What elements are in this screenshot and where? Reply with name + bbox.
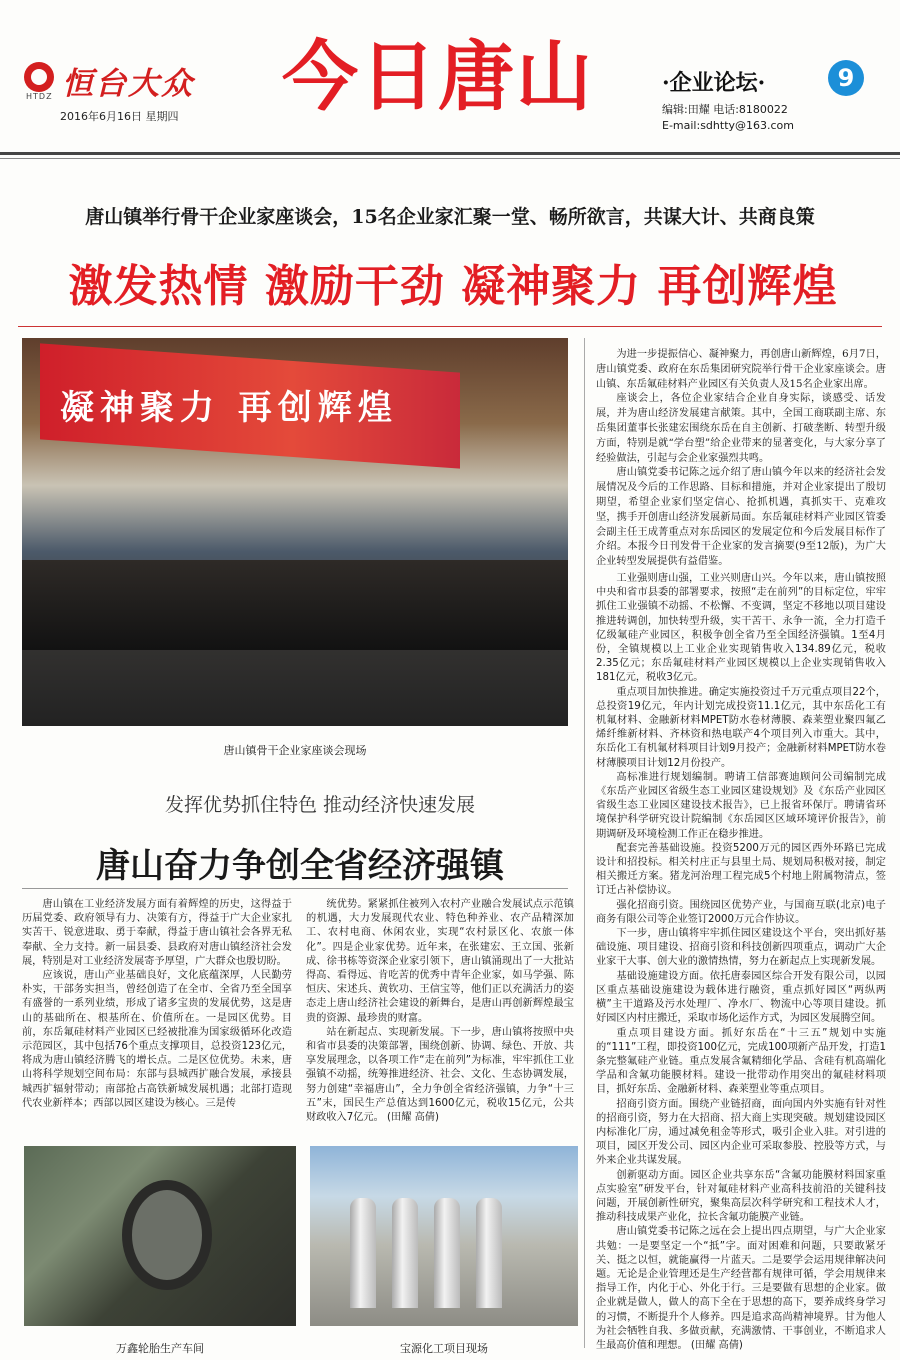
paragraph: 统优势。紧紧抓住被列入农村产业融合发展试点示范镇的机遇，大力发展现代农业、特色种养业、农产品精深加工、农村电商、休闲农业，实现“农村景区化、农旅一体化”。四是企业家优势。近年来，在张建宏、王立国、张新成、徐书栋等资深企业家引领下，唐山镇涌现出了一大批站得高、看得远、肯吃苦的优秀中青年企业家，如马学强、陈恒庆、宋述兵、黄钦功、王信宝等，他们正以充满活力的姿态走上唐山经济社会建设的新舞台，是唐山再创新辉煌最宝贵的资源、最珍贵的财富。 (306, 899, 574, 1024)
article2-column-2 (306, 898, 574, 1125)
paragraph: 工业强则唐山强，工业兴则唐山兴。今年以来，唐山镇按照中央和省市县委的部署要求，按照“走在前列”的目标定位，牢牢抓住工业强镇不动摇、不松懈、不变调，坚定不移地以项目建设推进转调创，加快转型升级，实干苦干、永争一流，全力打造千亿级氟硅产业园区，积极争创全省乃至全国经济强镇。1至4月份，全镇规模以上工业企业实现销售收入134.89亿元，税收2.35亿元；东岳氟硅材料产业园区规模以上企业实现销售收入181亿元，税收3亿元。 (596, 573, 886, 684)
paragraph: 重点项目加快推进。确定实施投资过千万元重点项目22个，总投资19亿元，年内计划完成投资11.1亿元，其中东岳化工有机氟材料、金融新材料MPET防水卷材薄膜、森莱塑业聚四氟乙烯纤维新材料、齐林资和热电联产4个项目列入市重大。其中，东岳化工有机氟材料项目计划9月投产；金融新材料MPET防水卷材薄膜项目计划12月份投产。 (596, 686, 886, 769)
article2-deck: 发挥优势抓住特色 推动经济快速发展 (164, 794, 476, 816)
article1-body (596, 572, 886, 1353)
paragraph: 创新驱动方面。园区企业共享东岳“含氟功能膜材料国家重点实验室”研发平台，针对氟硅材料产业高科技前沿的关键科技问题，开展创新性研究，聚集高层次科学研究和工程技术人才，推动科技成果产业化，拉长含氟功能膜产业链。 (596, 1169, 886, 1224)
editor-info: 编辑:田耀 电话:8180022 (662, 103, 788, 116)
paragraph: 唐山镇党委书记陈之远在会上提出四点期望，与广大企业家共勉：一是要坚定一个“抵”字。面对困难和问题，只要敢紧牙关、挺之以恒，就能赢得一片蓝天。二是要学会运用规律解决问题。无论是企业管理还是生产经营都有规律可循，学会用规律来指导工作，内化于心、外化于行。三是要做有思想的企业家。做企业就是做人，做人的高下全在于思想的高下，要养成终身学习的习惯，不断提升个人修养。四是追求高尚精神境界。甘为他人为社会牺牲自我、多做贡献，充满激情、干事创业，不断追求人生最高价值和理想。 (田耀 高倩) (596, 1226, 886, 1351)
lead-paragraph: 为进一步提振信心、凝神聚力，再创唐山新辉煌，6月7日，唐山镇党委、政府在东岳集团研究院举行骨干企业家座谈会。唐山镇、东岳氟硅材料产业园区有关负责人及15名企业家出席。 (596, 349, 886, 390)
photo-tank (476, 1198, 502, 1308)
masthead-divider (0, 152, 900, 155)
newspaper-logo-icon (24, 62, 54, 92)
paragraph: 下一步，唐山镇将牢牢抓住园区建设这个平台，突出抓好基础设施、项目建设、招商引资和科技创新四项重点，调动广大企业家干大事、创大业的激情热情，努力在新起点上实现新发展。 (596, 928, 886, 968)
photo-conference-table (22, 560, 568, 650)
meeting-photo-caption: 唐山镇骨干企业家座谈会现场 (223, 744, 367, 757)
editor-email[interactable]: E-mail:sdhtty@163.com (662, 119, 794, 132)
article1-lead (596, 348, 886, 570)
chemical-photo-caption: 宝源化工项目现场 (400, 1342, 488, 1355)
headline-divider (18, 326, 882, 327)
article2-column-1 (22, 898, 292, 1111)
paragraph: 高标准进行规划编制。聘请工信部赛迪顾问公司编制完成《东岳产业园区省级生态工业园区建设规划》及《东岳产业园区省级生态工业园区建设技术报告》，已上报省环保厅。聘请省环境保护科学研究设计院编制《东岳园区区域环境评价报告》，前期调研及环境检测工作正在稳步推进。 (596, 771, 886, 840)
newspaper-name: 恒台大众 (62, 66, 194, 102)
photo-tank (392, 1198, 418, 1308)
photo-tank (434, 1198, 460, 1308)
paragraph: 唐山镇在工业经济发展方面有着辉煌的历史，这得益于历届党委、政府领导有力、决策有方，得益于广大企业家扎实苦干、锐意进取、勇于奉献，得益于唐山镇社会各界无私奉献、全力支持。新一届县委、县政府对唐山镇经济社会发展，特别是对工业经济发展寄予厚望，广大群众也殷切盼。 (22, 899, 292, 967)
paragraph: 招商引资方面。围绕产业链招商，面向国内外实施有针对性的招商引资，努力在大招商、招大商上实现突破。规划建设园区内标准化厂房，通过减免租金等形式，吸引企业入驻。对引进的项目，园区开发公司、园区内企业可采取参股、控股等方式，与外来企业共谋发展。 (596, 1098, 886, 1167)
tire-photo-caption: 万鑫轮胎生产车间 (116, 1342, 204, 1355)
article2-headline: 唐山奋力争创全省经济强镇 (96, 846, 504, 886)
photo-tank (350, 1198, 376, 1308)
issue-date: 2016年6月16日 星期四 (60, 110, 179, 123)
page-title: 今日唐山 (282, 32, 594, 121)
article1-kicker: 唐山镇举行骨干企业家座谈会，15名企业家汇聚一堂、畅所欲言，共谋大计、共商良策 (85, 206, 815, 228)
paragraph: 基础设施建设方面。依托唐泰园区综合开发有限公司，以园区重点基础设施建设为载体进行融资，重点抓好园区“两纵两横”主干道路及污水处理厂、净水厂、物流中心等项目建设。抓好园区内村庄搬迁，采取市场化运作方式，为园区发展腾空间。 (596, 970, 886, 1025)
column-divider (584, 338, 585, 1348)
paragraph: 配套完善基础设施。投资5200万元的园区西外环路已完成设计和招投标。相关村庄正与县里土局、规划局积极对接，制定相关搬迁方案。猪龙河治理工程完成5个村地上附属物清点，签订迁占补偿协议。 (596, 842, 886, 897)
logo-subtext: HTDZ (26, 92, 53, 101)
article1-headline: 激发热情 激励干劲 凝神聚力 再创辉煌 (68, 261, 838, 312)
masthead-divider-thin (0, 158, 900, 159)
paragraph: 重点项目建设方面。抓好东岳在“十三五”规划中实施的“111”工程，即投资100亿元，完成100项新产品开发，打造1条完整氟硅产业链。重点发展含氟精细化学品、含硅有机高端化学品和含氟功能膜材料。建设一批带动作用突出的氟硅材料项目，抓好东岳、金融新材料、森莱塑业等重点项目。 (596, 1027, 886, 1096)
article2-divider (22, 888, 568, 889)
lead-paragraph: 座谈会上，各位企业家结合企业自身实际，谈感受、话发展，并为唐山经济发展建言献策。其中，全国工商联副主席、东岳集团董事长张建宏围绕东岳在自主创新、打破垄断、转型升级方面，特别是就“学台塑”给企业带来的显著变化，与大家分享了经验做法，引起与会企业家强烈共鸣。 (596, 393, 886, 464)
paragraph: 强化招商引资。围绕园区优势产业，与国商互联(北京)电子商务有限公司等企业签订2000万元合作协议。 (596, 899, 886, 925)
paragraph: 应该说，唐山产业基础良好，文化底蕴深厚，人民勤劳朴实，干部务实担当，曾经创造了在全市、全省乃至全国享有盛誉的一系列业绩，形成了诸多宝贵的发展优势，这是唐山的基础所在、根基所在、价值所在。一是园区优势。目前，东岳氟硅材料产业园区已经被批准为国家级循环化改造示范园区，其中包括76个重点支撑项目，总投资123亿元，将成为唐山镇经济腾飞的增长点。二是区位优势。未来，唐山将科学规划空间布局：东部与县城西扩融合发展，承接县城西扩辐射带动；南部抢占高铁新城发展机遇；北部打造现代农业新样本；西部以园区建设为核心。三是传 (22, 970, 292, 1109)
lead-paragraph: 唐山镇党委书记陈之远介绍了唐山镇今年以来的经济社会发展情况及今后的工作思路、目标和措施，并对企业家提出了殷切期望，希望企业家们坚定信心、抢抓机遇，真抓实干、克难攻坚，携手开创唐山经济发展新局面。东岳氟硅材料产业园区管委会副主任王成菁重点对东岳园区的发展定位和今后发展目标作了介绍。本报今日刊发骨干企业家的发言摘要(9至12版)，为广大企业转型发展提供有益借鉴。 (596, 467, 886, 568)
photo-banner-text: 凝神聚力 再创辉煌 (60, 388, 398, 428)
section-name: ·企业论坛· (662, 70, 766, 96)
page-number-badge: 9 (828, 60, 864, 96)
photo-machine-wheel (122, 1180, 212, 1290)
paragraph: 站在新起点、实现新发展。下一步，唐山镇将按照中央和省市县委的决策部署，围绕创新、协调、绿色、开放、共享发展理念，以各项工作“走在前列”为标准，牢牢抓住工业强镇不动摇，统筹推进经济、社会、文化、生态协调发展，努力创建“幸福唐山”，全力争创全省经济强镇，力争“十三五”末，国民生产总值达到1600亿元，税收15亿元，公共财政收入7亿元。 (田耀 高倩) (306, 1026, 574, 1124)
